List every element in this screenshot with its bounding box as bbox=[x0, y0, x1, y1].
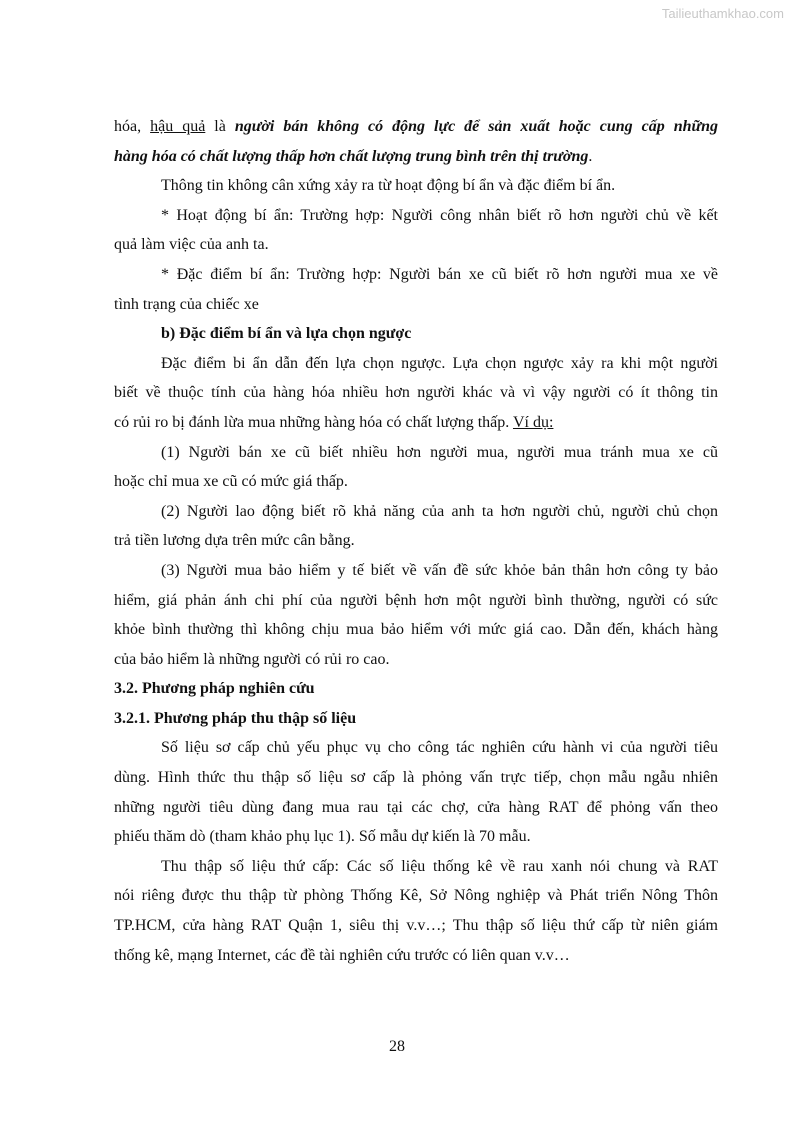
paragraph-9-line-3: những người tiêu dùng đang mua rau tại các chợ, cửa hàng RAT để phỏng vấn theo bbox=[114, 798, 718, 816]
paragraph-10-line-4: thống kê, mạng Internet, các đề tài nghiên cứu trước có liên quan v.v… bbox=[114, 946, 570, 964]
paragraph-8-line-2: hiểm, giá phản ánh chi phí của người bệnh hơn một người bình thường, người có sức bbox=[114, 591, 718, 609]
paragraph-4-line-1: * Đặc điểm bí ẩn: Trường hợp: Người bán xe cũ biết rõ hơn người mua xe về bbox=[161, 265, 718, 283]
paragraph-8-line-3: khỏe bình thường thì không chịu mua bảo hiểm với mức giá cao. Dẫn đến, khách hàng bbox=[114, 621, 718, 639]
underlined-term: hậu quả bbox=[150, 118, 206, 135]
underlined-term: Ví dụ: bbox=[512, 413, 554, 431]
paragraph-5-line-3 bbox=[114, 408, 718, 438]
paragraph-3-line-1: * Hoạt động bí ẩn: Trường hợp: Người công nhân biết rõ hơn người chủ về kết bbox=[161, 206, 718, 224]
paragraph-10-line-1: Thu thập số liệu thứ cấp: Các số liệu thống kê về rau xanh nói chung và RAT bbox=[161, 857, 718, 875]
text-run: có rủi ro bị đánh lừa mua những hàng hóa có chất lượng thấp. bbox=[114, 413, 513, 431]
paragraph-7-line-2: trả tiền lương dựa trên mức cân bằng. bbox=[114, 532, 355, 550]
paragraph-4-line-2: tình trạng của chiếc xe bbox=[114, 295, 259, 313]
text-run: hóa, bbox=[114, 118, 151, 135]
paragraph-3-line-2: quả làm việc của anh ta. bbox=[114, 236, 269, 254]
paragraph-9-line-4: phiếu thăm dò (tham khảo phụ lục 1). Số mẫu dự kiến là 70 mẫu. bbox=[114, 828, 531, 846]
paragraph-8-line-4: của bảo hiểm là những người có rủi ro cao. bbox=[114, 650, 390, 668]
paragraph-10-line-3: TP.HCM, cửa hàng RAT Quận 1, siêu thị v.v…; Thu thập số liệu thứ cấp từ niên giám bbox=[114, 917, 718, 935]
section-heading-3-2-1: 3.2.1. Phương pháp thu thập số liệu bbox=[114, 709, 357, 727]
text-run: . bbox=[588, 147, 593, 165]
paragraph-1-line-1 bbox=[114, 112, 718, 142]
subheading-b: b) Đặc điểm bí ẩn và lựa chọn ngược bbox=[161, 325, 412, 343]
page-number: 28 bbox=[389, 1038, 405, 1055]
paragraph-10-line-2: nói riêng được thu thập từ phòng Thống Kê, Sở Nông nghiệp và Phát triển Nông Thôn bbox=[114, 887, 718, 905]
paragraph-5-line-2: biết về thuộc tính của hàng hóa nhiều hơn người khác và vì vậy người có ít thông tin bbox=[114, 384, 718, 402]
paragraph-6-line-2: hoặc chỉ mua xe cũ có mức giá thấp. bbox=[114, 473, 348, 491]
paragraph-6-line-1: (1) Người bán xe cũ biết nhiều hơn người mua, người mua tránh mua xe cũ bbox=[161, 443, 718, 461]
paragraph-2: Thông tin không cân xứng xảy ra từ hoạt động bí ẩn và đặc điểm bí ẩn. bbox=[161, 177, 616, 195]
text-run: là bbox=[205, 118, 235, 135]
paragraph-9-line-1: Số liệu sơ cấp chủ yếu phục vụ cho công tác nghiên cứu hành vi của người tiêu bbox=[161, 739, 718, 757]
paragraph-9-line-2: dùng. Hình thức thu thập số liệu sơ cấp là phỏng vấn trực tiếp, chọn mẫu ngẫu nhiên bbox=[114, 769, 718, 787]
paragraph-1-line-2 bbox=[114, 142, 718, 172]
paragraph-5-line-1: Đặc điểm bi ẩn dẫn đến lựa chọn ngược. Lựa chọn ngược xảy ra khi một người bbox=[161, 354, 718, 372]
bold-italic-run: hàng hóa có chất lượng thấp hơn chất lượng trung bình trên thị trường bbox=[114, 147, 589, 165]
bold-italic-run: người bán không có động lực để sản xuất hoặc cung cấp những bbox=[234, 118, 719, 135]
watermark: Tailieuthamkhao.com bbox=[661, 6, 784, 21]
paragraph-8-line-1: (3) Người mua bảo hiểm y tế biết về vấn đề sức khỏe bản thân hơn công ty bảo bbox=[161, 561, 718, 579]
paragraph-7-line-1: (2) Người lao động biết rõ khả năng của anh ta hơn người chủ, người chủ chọn bbox=[161, 502, 718, 520]
document-body bbox=[114, 112, 718, 970]
section-heading-3-2: 3.2. Phương pháp nghiên cứu bbox=[114, 680, 315, 698]
